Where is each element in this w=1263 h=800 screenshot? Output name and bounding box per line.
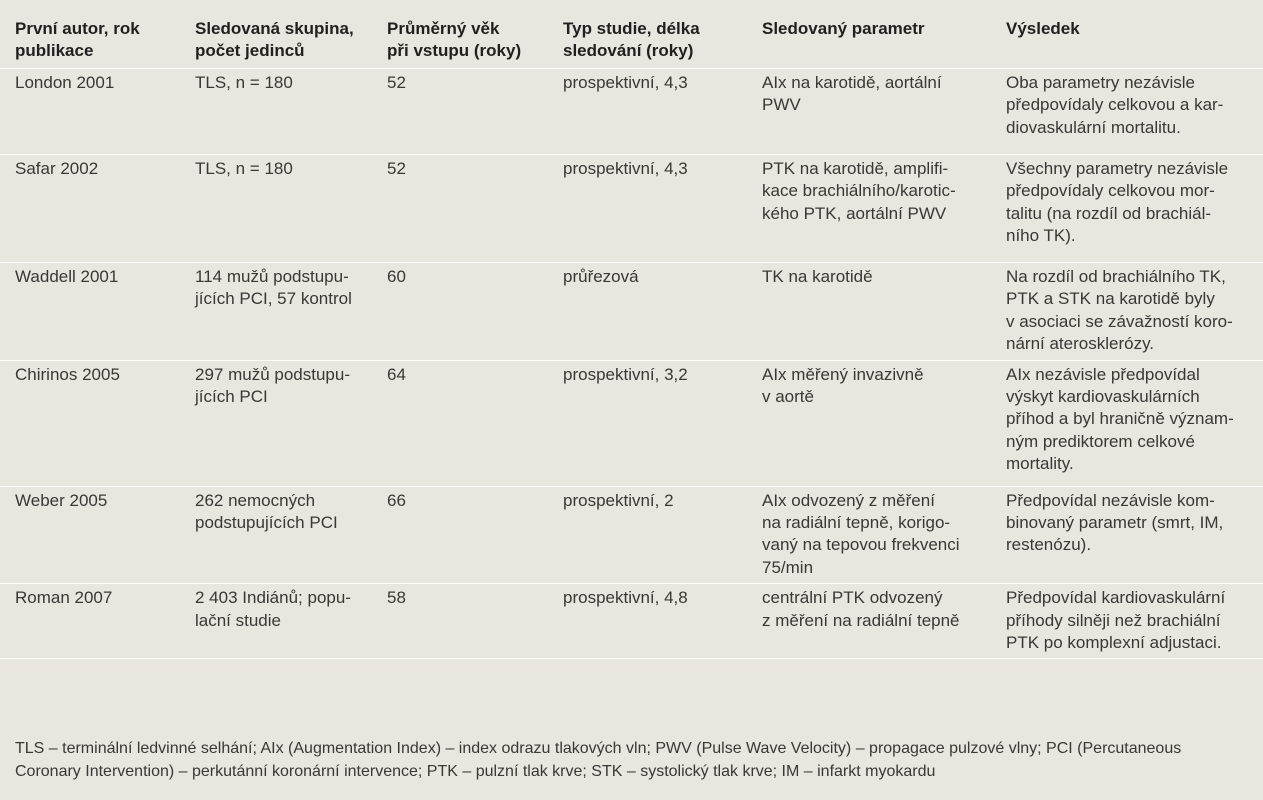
cell-study-type: prospektivní, 4,3 — [563, 73, 688, 92]
cell-group: 297 mužů podstupu- jících PCI — [195, 364, 350, 407]
cell-study-type: prospektivní, 3,2 — [563, 364, 688, 384]
table-header-row — [0, 0, 1263, 69]
table-row — [0, 360, 1263, 486]
cell-group: 2 403 Indiánů; popu- lační studie — [195, 588, 351, 630]
cell-age: 64 — [387, 364, 406, 384]
cell-author: London 2001 — [15, 73, 115, 92]
table-row — [0, 486, 1263, 584]
header-author: První autor, rok publikace — [0, 0, 180, 69]
cell-parameter: centrální PTK odvozený z měření na radiální tepně — [762, 588, 960, 630]
cell-study-type: prospektivní, 2 — [563, 490, 674, 510]
cell-parameter: TK na karotidě — [762, 267, 873, 286]
cell-parameter: AIx na karotidě, aortální PWV — [762, 73, 942, 115]
header-result: Výsledek — [991, 0, 1263, 69]
table-footnote: TLS – terminální ledvinné selhání; AIx (Augmentation Index) – index odrazu tlakových vln; PWV (Pulse Wave Velocity) – propagace pulzové vlny; PCI (Percutaneous Coronary Intervention) – perkutánní koronární intervence; PTK – pulzní tlak krve; STK – systolický tlak krve; IM – infarkt myokardu — [15, 740, 1182, 780]
cell-author: Safar 2002 — [15, 159, 99, 178]
cell-result: Na rozdíl od brachiálního TK, PTK a STK na karotidě byly v asociaci se závažností koro- nární aterosklerózy. — [1006, 267, 1233, 354]
table-row — [0, 263, 1263, 361]
header-age: Průměrný věk při vstupu (roky) — [372, 0, 548, 69]
cell-age: 60 — [387, 267, 406, 286]
table-row — [0, 584, 1263, 659]
cell-parameter: AIx odvozený z měření na radiální tepně, korigo- vaný na tepovou frekvenci 75/min — [762, 490, 960, 577]
cell-study-type: průřezová — [563, 267, 639, 286]
header-parameter: Sledovaný parametr — [747, 0, 991, 69]
cell-result: Předpovídal kardiovaskulární příhody silněji než brachiální PTK po komplexní adjustaci. — [1006, 588, 1226, 653]
cell-result: Předpovídal nezávisle kom- binovaný parametr (smrt, IM, restenózu). — [1006, 490, 1224, 555]
cell-group: 262 nemocných podstupujících PCI — [195, 490, 338, 533]
cell-author: Waddell 2001 — [15, 267, 119, 286]
cell-study-type: prospektivní, 4,8 — [563, 588, 688, 608]
cell-parameter: PTK na karotidě, amplifi- kace brachiálního/karotic- kého PTK, aortální PWV — [762, 159, 956, 223]
cell-age: 58 — [387, 588, 406, 608]
cell-age: 52 — [387, 73, 406, 92]
cell-author: Roman 2007 — [15, 588, 113, 608]
cell-group: TLS, n = 180 — [195, 159, 293, 178]
cell-result: AIx nezávisle předpovídal výskyt kardiovaskulárních příhod a byl hraničně význam- ným prediktorem celkové mortality. — [1006, 364, 1234, 474]
table-row — [0, 69, 1263, 155]
cell-parameter: AIx měřený invazivně v aortě — [762, 364, 924, 407]
cell-group: TLS, n = 180 — [195, 73, 293, 92]
cell-author: Weber 2005 — [15, 490, 108, 510]
cell-age: 52 — [387, 159, 406, 178]
cell-study-type: prospektivní, 4,3 — [563, 159, 688, 178]
table-row — [0, 155, 1263, 263]
header-group: Sledovaná skupina, počet jedinců — [180, 0, 372, 69]
cell-age: 66 — [387, 490, 406, 510]
cell-group: 114 mužů podstupu- jících PCI, 57 kontrol — [195, 267, 352, 309]
cell-result: Všechny parametry nezávisle předpovídaly celkovou mor- talitu (na rozdíl od brachiál- ního TK). — [1006, 159, 1229, 246]
cell-result: Oba parametry nezávisle předpovídaly celkovou a kar- diovaskulární mortalitu. — [1006, 73, 1224, 137]
header-study-type: Typ studie, délka sledování (roky) — [548, 0, 747, 69]
cell-author: Chirinos 2005 — [15, 364, 120, 384]
